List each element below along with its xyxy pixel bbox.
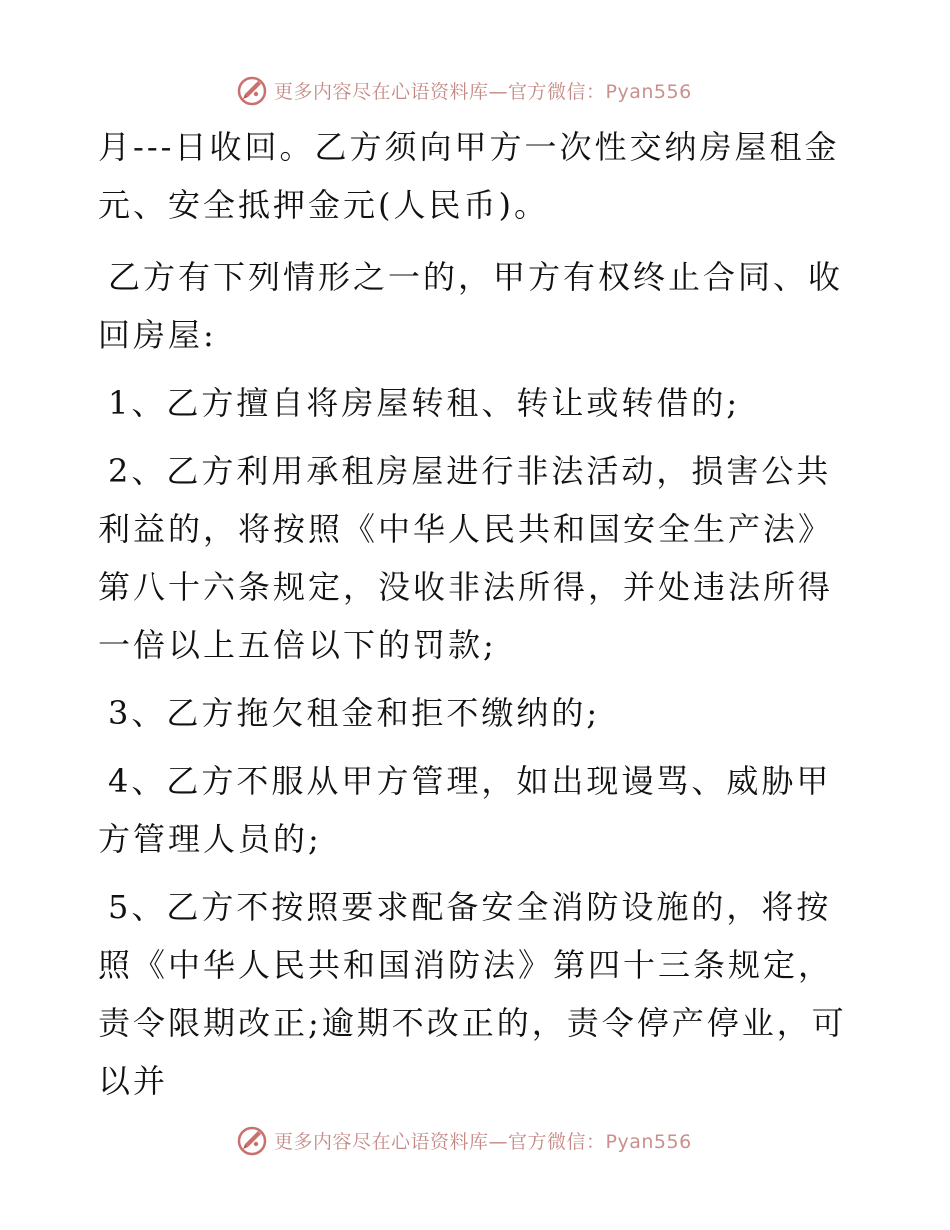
- watermark-footer: [236, 1122, 692, 1158]
- paragraph-rent-payment: 月---日收回。乙方须向甲方一次性交纳房屋租金元、安全抵押金元(人民币)。: [98, 128, 840, 224]
- list-item-5: 5、乙方不按照要求配备安全消防设施的，将按照《中华人民共和国消防法》第四十三条规定，责令限期改正;逾期不改正的，责令停产停业，可以并: [98, 888, 847, 1100]
- watermark-wechat-id: Pyan556: [605, 80, 692, 103]
- pen-logo-icon: [236, 74, 268, 106]
- watermark-wechat-id: Pyan556: [605, 1130, 692, 1153]
- watermark-header: [236, 72, 692, 108]
- list-item-4: 4、乙方不服从甲方管理，如出现谩骂、威胁甲方管理人员的;: [98, 762, 832, 858]
- list-item-1: 1、乙方擅自将房屋转租、转让或转借的;: [108, 384, 741, 422]
- list-item-2: 2、乙方利用承租房屋进行非法活动，损害公共利益的，将按照《中华人民共和国安全生产法》第八十六条规定，没收非法所得，并处违法所得一倍以上五倍以下的罚款;: [98, 452, 834, 664]
- pen-logo-icon: [236, 1124, 268, 1156]
- watermark-text: 更多内容尽在心语资料库—官方微信：Pyan556: [274, 1130, 692, 1153]
- document-body: [98, 118, 858, 1110]
- watermark-text: 更多内容尽在心语资料库—官方微信：Pyan556: [274, 80, 692, 103]
- list-item-3: 3、乙方拖欠租金和拒不缴纳的;: [108, 694, 601, 732]
- paragraph-termination-intro: 乙方有下列情形之一的，甲方有权终止合同、收回房屋:: [98, 258, 844, 354]
